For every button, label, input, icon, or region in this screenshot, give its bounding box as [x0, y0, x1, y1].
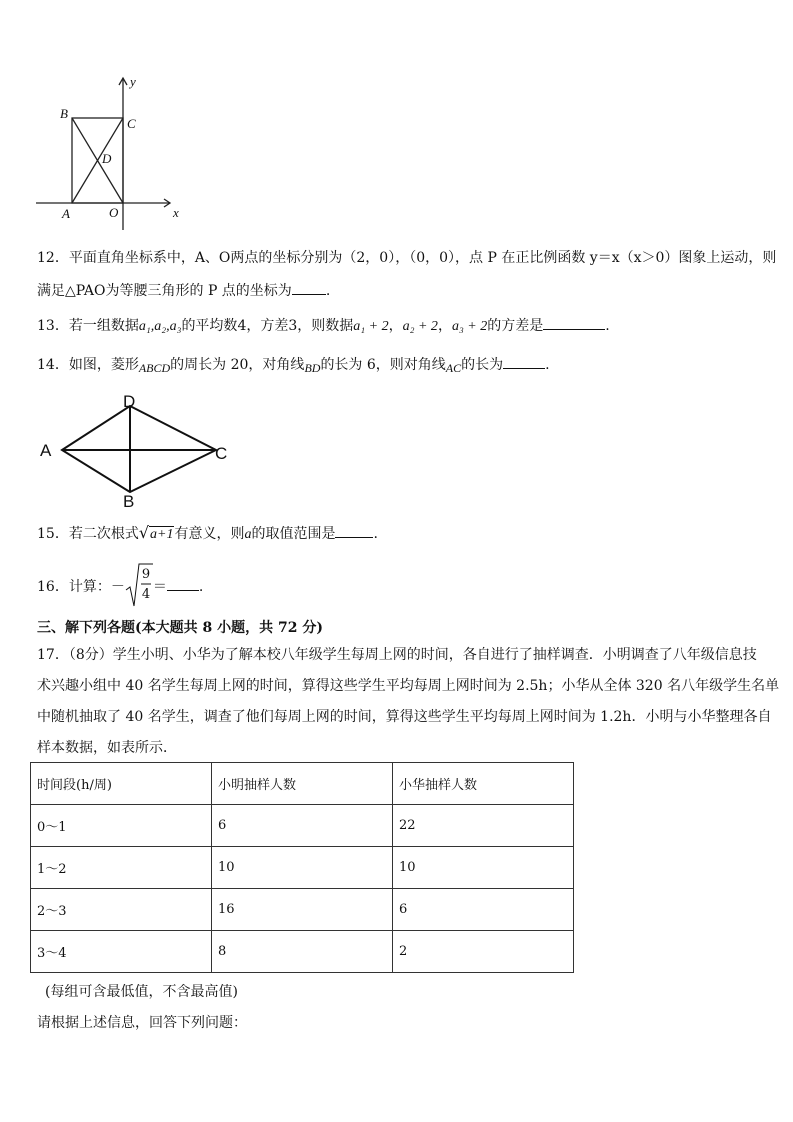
- answer-blank-15[interactable]: [335, 523, 373, 538]
- label-b: B: [60, 106, 68, 121]
- table-cell: 10: [393, 847, 574, 889]
- q13-mid3: ，则数据: [297, 318, 354, 334]
- label-c: C: [215, 444, 228, 463]
- period: .: [605, 318, 610, 334]
- label-y: y: [130, 74, 136, 89]
- q14-shape: ABCD: [138, 361, 171, 375]
- table-cell: 8: [212, 931, 393, 973]
- question-12-text: 满足△PAO为等腰三角形的 P 点的坐标为: [37, 283, 292, 299]
- label-o: O: [109, 205, 119, 220]
- q13-suffix: 的方差是: [487, 318, 544, 334]
- q15-prefix: 15．若二次根式: [37, 526, 139, 542]
- q13-mid2: ，方差: [246, 318, 289, 334]
- q15-var: a: [244, 527, 252, 542]
- label-b: B: [123, 492, 135, 511]
- sqrt-expression: √a+1: [138, 523, 174, 542]
- table-header-row: [31, 763, 574, 805]
- table-row: [31, 931, 574, 973]
- q14-mid2: 的长为 6，则对角线: [320, 357, 446, 373]
- table-cell: 3～4: [31, 931, 212, 973]
- table-header: 小明抽样人数: [212, 763, 393, 805]
- label-a: A: [62, 206, 70, 221]
- q16-minus: －: [110, 579, 125, 595]
- rectangle-abco: [72, 118, 123, 203]
- q13-expr-2: a₂ + 2: [402, 319, 438, 334]
- label-x: x: [173, 205, 179, 220]
- table-header: 时间段(h/周): [31, 763, 212, 805]
- q13-prefix: 13．若一组数据: [37, 318, 139, 334]
- table-row: [31, 889, 574, 931]
- q13-expr-1: a₁ + 2: [353, 319, 389, 334]
- rhombus-figure: [35, 388, 240, 513]
- question-17-line-2: 术兴趣小组中 40 名学生每周上网的时间，算得这些学生平均每周上网时间为 2.5h；小华从全体 320 名八年级学生名单: [37, 678, 780, 694]
- q16-denominator: 4: [141, 587, 151, 602]
- label-d: D: [123, 392, 136, 411]
- q13-variance: 3: [288, 318, 298, 334]
- answer-blank-14[interactable]: [503, 354, 545, 369]
- q13-expr-3: a₃ + 2: [451, 319, 488, 334]
- label-a: A: [40, 441, 52, 460]
- table-row: [31, 847, 574, 889]
- q14-mid1: 的周长为 20，对角线: [170, 357, 305, 373]
- table-cell: 6: [212, 805, 393, 847]
- question-17-prompt: 请根据上述信息，回答下列问题：: [37, 1015, 247, 1031]
- sample-table: [30, 762, 574, 973]
- question-14: [37, 354, 550, 375]
- q14-diag1: BD: [304, 361, 321, 375]
- q15-mid: 有意义，则: [174, 526, 245, 542]
- q13-mean: 4: [237, 318, 247, 334]
- question-16: [37, 562, 203, 612]
- period: .: [545, 357, 550, 373]
- answer-blank-12[interactable]: [292, 280, 326, 295]
- question-17-line-1: 17．（8分）学生小明、小华为了解本校八年级学生每周上网的时间，各自进行了抽样调查．小明调查了八年级信息技: [37, 647, 757, 663]
- q16-numerator: 9: [141, 567, 151, 582]
- answer-blank-16[interactable]: [167, 576, 199, 591]
- period: .: [325, 283, 331, 299]
- table-cell: 22: [393, 805, 574, 847]
- q13-mid1: 的平均数: [181, 318, 238, 334]
- question-15: [37, 523, 378, 545]
- q15-radicand: a+1: [150, 527, 174, 542]
- table-cell: 10: [212, 847, 393, 889]
- q15-suffix: 的取值范围是: [251, 526, 336, 542]
- question-12-line-2: [37, 280, 330, 301]
- table-cell: 16: [212, 889, 393, 931]
- answer-blank-13[interactable]: [543, 315, 605, 330]
- sqrt-fraction: [125, 562, 153, 608]
- table-cell: 0～1: [31, 805, 212, 847]
- question-17-line-4: 样本数据，如表所示．: [37, 740, 177, 756]
- section-title: 三、解下列各题(本大题共 8 小题，共 72 分): [37, 620, 323, 636]
- q14-prefix: 14．如图，菱形: [37, 357, 139, 373]
- q14-diag2: AC: [445, 361, 462, 375]
- period: .: [373, 526, 378, 542]
- table-header: 小华抽样人数: [393, 763, 574, 805]
- q16-equals: ＝: [152, 579, 167, 595]
- q13-vars: a₁,a₂,a₃: [138, 319, 182, 334]
- table-cell: 2～3: [31, 889, 212, 931]
- label-c: C: [127, 116, 136, 131]
- table-cell: 1～2: [31, 847, 212, 889]
- question-17-line-3: 中随机抽取了 40 名学生，调查了他们每周上网的时间，算得这些学生平均每周上网时间为 1.2h．小明与小华整理各自: [37, 709, 772, 725]
- table-note: (每组可含最低值，不含最高值): [45, 984, 238, 1000]
- coordinate-figure: [30, 70, 190, 240]
- q14-suffix: 的长为: [461, 357, 504, 373]
- q16-prefix: 16．计算：: [37, 579, 111, 595]
- table-row: [31, 805, 574, 847]
- label-d: D: [102, 151, 112, 166]
- table-cell: 2: [393, 931, 574, 973]
- period: .: [198, 579, 204, 595]
- table-cell: 6: [393, 889, 574, 931]
- question-13: 13．若一组数据a₁,a₂,a₃的平均数4，方差3，则数据a₁ + 2，a₂ + 2，a₃ + 2的方差是 .: [37, 315, 610, 337]
- question-12-line-1: 12．平面直角坐标系中，A、O两点的坐标分别为（2，0），（0，0），点 P 在正比例函数 y＝x（x＞0）图象上运动，则: [37, 250, 777, 266]
